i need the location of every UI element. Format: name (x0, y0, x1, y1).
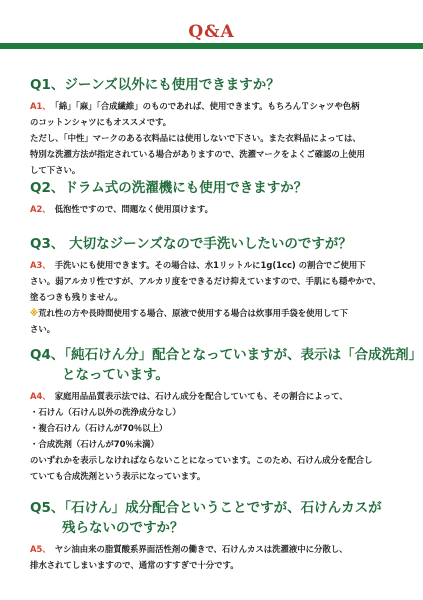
note-mark: ※ (30, 308, 39, 318)
answer-label: A4、 (30, 391, 51, 401)
qa-item-4 (30, 345, 423, 484)
answer-5: A5、 ヤシ油由来の脂質酸系界面活性剤の働きで、石けんカスは洗濯液中に分散し、 排水されてしまいますので、通常のすすぎで十分です。 (30, 544, 348, 570)
answer-1: A1、 「綿」「麻」「合成繊維」のものであれば、使用できます。もちろんＴシャツや色柄 のコットンシャツにもオススメです。 ただし、「中性」マークのある衣料品には使用しないで下さい。また衣料品によっては、 特別な洗濯方法が指定されている場合がありますので、洗濯マークをよくご確認の上使用 して下さい。 (30, 101, 365, 175)
page-header (0, 0, 423, 52)
question-1: Q1、ジーンズ以外にも使用できますか？ (30, 77, 280, 93)
answer-2: A2、 低泡性ですので、問題なく使用頂けます。 (30, 204, 213, 214)
answer-4: A4、 家庭用品品質表示法では、石けん成分を配合していても、その割合によって、 ・石けん（石けん以外の洗浄成分なし） ・複合石けん（石けんが70％以上） ・合成洗剤（石けんが70％未満） のいずれかを表示しなければならないことになっています。このため、石けん成分を配合し ていても合成洗剤という表示になっています。 (30, 391, 373, 481)
qa-item-1 (30, 75, 400, 178)
qa-item-2 (30, 178, 400, 217)
question-5: Q5、「石けん」成分配合ということですが、石けんカスが 残らないのですか？ (30, 500, 382, 536)
question-3: Q3、 大切なジーンズなので手洗いしたいのですが？ (30, 236, 352, 252)
answer-label: A1、 (30, 101, 51, 111)
qa-item-5 (30, 498, 400, 573)
page-title: Q&A (188, 22, 235, 42)
answer-label: A3、 (30, 260, 51, 270)
answer-3: A3、 手洗いにも使用できます。その場合は、水1リットルに1g(1cc) の割合でご使用下 さい。弱アルカリ性ですが、アルカリ度をできるだけ抑えていますので、手肌にも穏やかで、 塗るつきも残りません。 ※荒れ性の方や長時間使用する場合、原液で使用する場合は炊事用手袋を使用して下 さい。 (30, 260, 381, 334)
header-rule (0, 43, 423, 49)
answer-label: A5、 (30, 544, 51, 554)
answer-label: A2、 (30, 204, 51, 214)
qa-item-3 (30, 234, 400, 337)
question-4: Q4、「純石けん分」配合となっていますが、表示は「合成洗剤」 となっています。 (30, 347, 423, 383)
question-2: Q2、ドラム式の洗濯機にも使用できますか？ (30, 180, 308, 196)
